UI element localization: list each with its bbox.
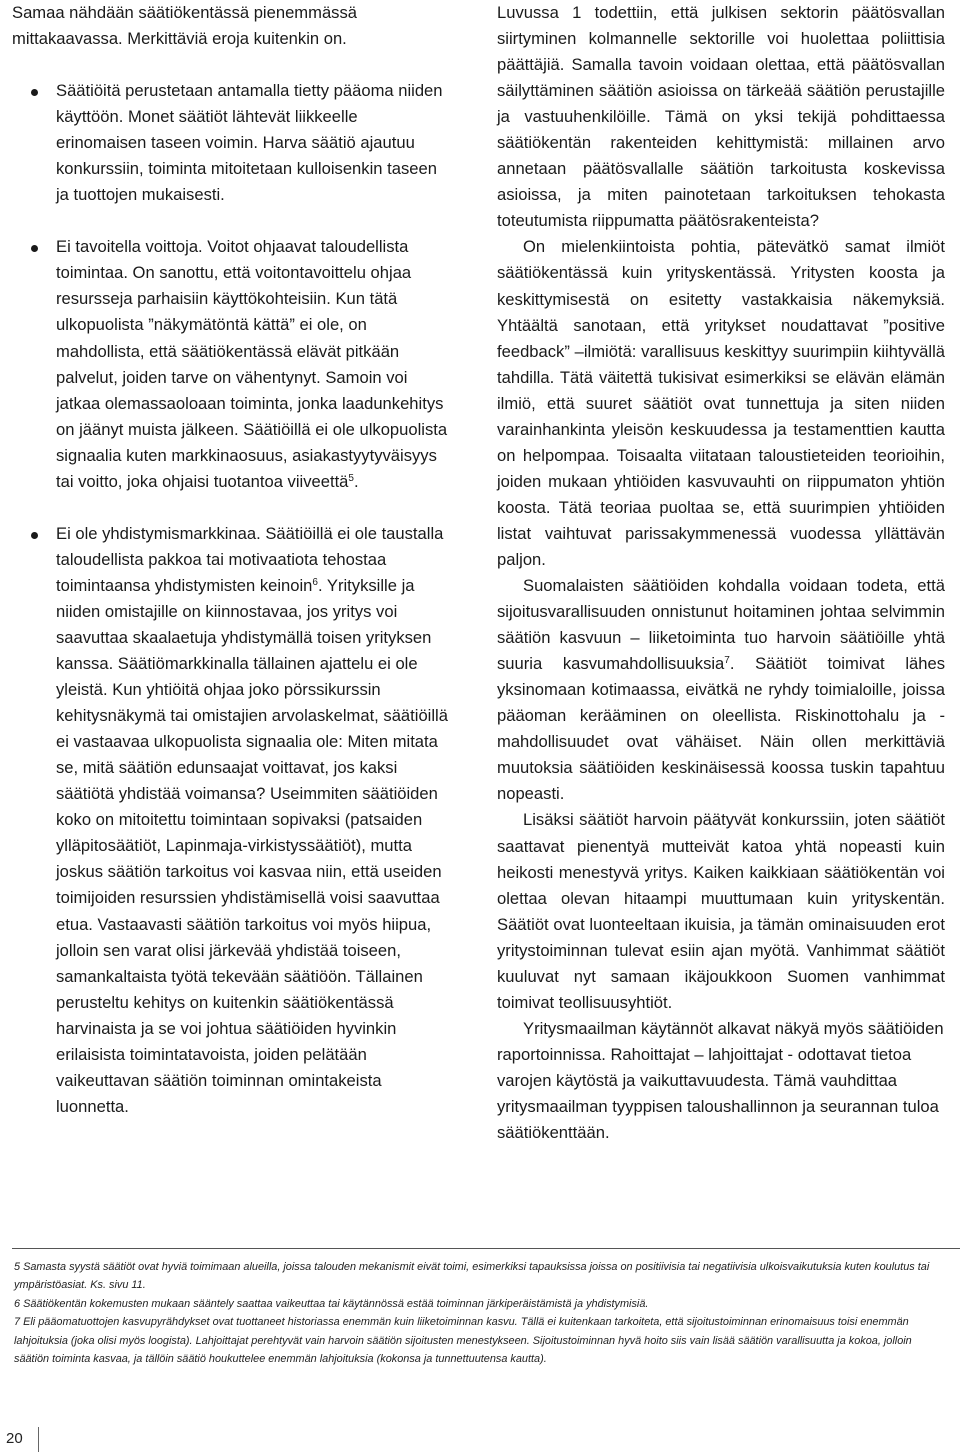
footnote-6: 6 Säätiökentän kokemusten mukaan sääntely saattaa vaikeuttaa tai käytännössä estää toiminnan järkiperäistämistä ja yhdistymisiä.: [14, 1297, 649, 1310]
paragraph: Luvussa 1 todettiin, että julkisen sektorin päätösvallan siirtyminen kolmannelle sektorille voi huolettaa poliittisia päättäjiä. Samalla tavoin voidaan olettaa, että päätösvallan säilyttäminen säätiön asioissa on tärkeää säätiön perustajille ja vastuuhenkilöille. Tämä on yksi tekijä pohdittaessa säätiökentän rakenteiden kehittymistä: millainen arvo annetaan päätösvallalle säätiön tarkoitusta koskevissa asioissa, ja miten painotetaan tarkoituksen tehokasta toteutumista riippumatta päätösrakenteista?: [497, 3, 945, 231]
page-number-divider: [38, 1427, 39, 1452]
bullet-item: [12, 521, 448, 1120]
right-column: [497, 0, 945, 1146]
bullet-dot-icon: [31, 245, 38, 252]
bullet-text: Ei ole yhdistymismarkkinaa. Säätiöillä ei ole taustalla taloudellista pakkoa tai motivaatiota tehostaa toimintaansa yhdistymisten keinoin: [56, 523, 444, 595]
footnote-5: 5 Samasta syystä säätiöt ovat hyviä toimimaan alueilla, joissa talouden mekanismit eivät toimi, esimerkiksi tapauksissa joissa on positiivisia tai negatiivisia ulkoisvaikutuksia kuten koulutus tai ympäristöasiat. Ks. sivu 11.: [14, 1261, 930, 1292]
page-number: 20: [6, 1430, 23, 1447]
paragraph: Lisäksi säätiöt harvoin päätyvät konkurssiin, joten säätiöt saattavat pienentyä mutteivät katoa yhtä nopeasti kuin heikosti menestyvä yritys. Kaiken kaikkiaan säätiökentän voi olettaa olevan hitaampi muuttumaan kuin yrityskentän. Säätiöt ovat luonteeltaan ikuisia, ja tämän ominaisuuden erot yritystoiminnan tulevat esiin ajan myötä. Vanhimmat säätiöt kuuluvat nyt samaan ikäjoukkoon Suomen vanhimmat toimivat teollisuusyhtiöt.: [497, 810, 945, 1012]
paragraph-text: Suomalaisten säätiöiden kohdalla voidaan todeta, että sijoitusvarallisuuden onnistunut hoitaminen johtaa selvimmin säätiön kasvuun – liiketoiminta tuo harvoin säätiöille yhtä suuria kasvumahdollisuuksia: [497, 576, 945, 674]
footnote-7: 7 Eli pääomatuottojen kasvupyrähdykset ovat tuottaneet historiassa enemmän kuin liiketoiminnan kasvu. Tällä ei kuitenkaan tarkoiteta, että sijoitustoiminnan erinomaisuus toisi enemmän lahjoituksia (joka olisi myös loogista). Lahjoittajat perehtyvät vain harvoin säätiön sijoitusten menestykseen. Sijoitustoiminnan hyvä hoito siis vain lisää säätiön varallisuutta ja kokoa, jolloin säätiön toiminta kasvaa, ja tällöin säätiö houkuttelee enemmän lahjoituksia (kokonsa ja tunnettuutensa kautta).: [14, 1316, 912, 1366]
left-column: [12, 0, 448, 1120]
footnote-divider: [12, 1248, 960, 1249]
paragraph: On mielenkiintoista pohtia, pätevätkö samat ilmiöt säätiökentässä kuin yrityskentässä. Yritysten koosta ja keskittymisestä on esitetty vastakkaisia näkemyksiä. Yhtäältä sanotaan, että yritykset noudattavat ”positive feedback” –ilmiötä: varallisuus keskittyy suurimpiin kiihtyvällä tahdilla. Tätä väitettä tukisivat esimerkiksi se elävän elämän ilmiö, että suuret säätiöt ovat tunnettuja ja siten niiden varainhankinta yleisön keskuudessa ja testamenttien kautta on helpompaa. Toisaalta viitataan taloustieteiden teorioihin, joiden mukaan yhtiöiden kasvuvauhti on riippumaton yhtiön koosta. Tätä teoriaa puoltaa se, että suurimpien yhtiöiden listat vaihtuvat parissakymmenessä vuodessa yllättävän paljon.: [497, 237, 945, 569]
footnote-ref: 6: [312, 576, 318, 588]
paragraph: [497, 573, 945, 807]
footnotes: [14, 1258, 944, 1368]
bullet-text: Säätiöitä perustetaan antamalla tietty pääoma niiden käyttöön. Monet säätiöt lähtevät liikkeelle erinomaisen taseen voimin. Harva säätiö ajautuu konkurssiin, toiminta mitoitetaan kulloisenkin taseen ja tuottojen mukaisesti.: [56, 81, 443, 205]
bullet-text-after: . Yrityksille ja niiden omistajille on kiinnostavaa, jos yritys voi saavuttaa skaalaetuja yhdistymällä toisen yrityksen kanssa. Säätiömarkkinalla tällainen ajattelu ei ole yleistä. Kun yhtiöitä ohjaa joko pörssikurssin kehitysnäkymä tai omistajien arvolaskelmat, säätiöillä ei vastaavaa ulkopuolista signaalia ole: Miten mitata se, mitä säätiön edunsaajat voittavat, jos kaksi säätiötä yhdistää voimansa? Useimmiten säätiöiden koko on mitoitettu toimintaan sopivaksi (patsaiden ylläpitosäätiöt, Lapinmaja-virkistyssäätiöt), mutta joskus säätiön tarkoitus voi kasvaa niin, että useiden toimijoiden resurssien yhdistämisellä voisi saavuttaa etua. Vastaavasti säätiön tarkoitus voi myös hiipua, jolloin sen varat olisi järkevää yhdistää toiseen, samankaltaista työtä tekevään säätiöön. Tällainen perusteltu kehitys on kuitenkin säätiökentässä harvinaista ja se voi johtua säätiöiden hyvinkin erilaisista toimintatavoista, joiden pelätään vaikeuttavan säätiön toiminnan omintakeista luonnetta.: [56, 575, 448, 1116]
paragraph: Yritysmaailman käytännöt alkavat näkyä myös säätiöiden raportoinnissa. Rahoittajat – lahjoittajat - odottavat tietoa varojen käytöstä ja vaikuttavuudesta. Tämä vauhdittaa yritysmaailman tyyppisen taloushallinnon ja seurannan tuloa säätiökenttään.: [497, 1018, 944, 1143]
footnote-ref: 5: [348, 472, 354, 484]
intro-paragraph: Samaa nähdään säätiökentässä pienemmässä mittakaavassa. Merkittäviä eroja kuitenkin on.: [12, 3, 358, 49]
bullet-text: Ei tavoitella voittoja. Voitot ohjaavat taloudellista toimintaa. On sanottu, että voitontavoittelu ohjaa resursseja parhaisiin käyttökohteisiin. Kun tätä ulkopuolista ”näkymätöntä kättä” ei ole, on mahdollista, että säätiökentässä elävät pitkään palvelut, joiden tarve on vähentynyt. Samoin voi jatkaa olemassaoloaan toiminta, jonka laadunkehitys on jäänyt muista jälkeen. Säätiöillä ei ole ulkopuolista signaalia kuten markkinaosuus, asiakastyytyväisyys tai voitto, joka ohjaisi tuotantoa viiveettä: [56, 237, 448, 491]
paragraph-text-after: . Säätiöt toimivat lähes yksinomaan kotimaassa, eivätkä ne ryhdy toimialoille, joissa pääoman kerääminen on oleellista. Riskinottohalu ja -mahdollisuudet ovat vähäiset. Näin ollen merkittäviä muutoksia säätiöiden keskinäisessä koossa tuskin tapahtuu nopeasti.: [497, 654, 945, 804]
bullet-text-after: .: [353, 471, 359, 491]
bullet-item: [12, 234, 448, 494]
bullet-item: [12, 78, 448, 208]
footnote-ref: 7: [724, 655, 730, 667]
bullet-dot-icon: [31, 532, 38, 539]
bullet-dot-icon: [31, 89, 38, 96]
